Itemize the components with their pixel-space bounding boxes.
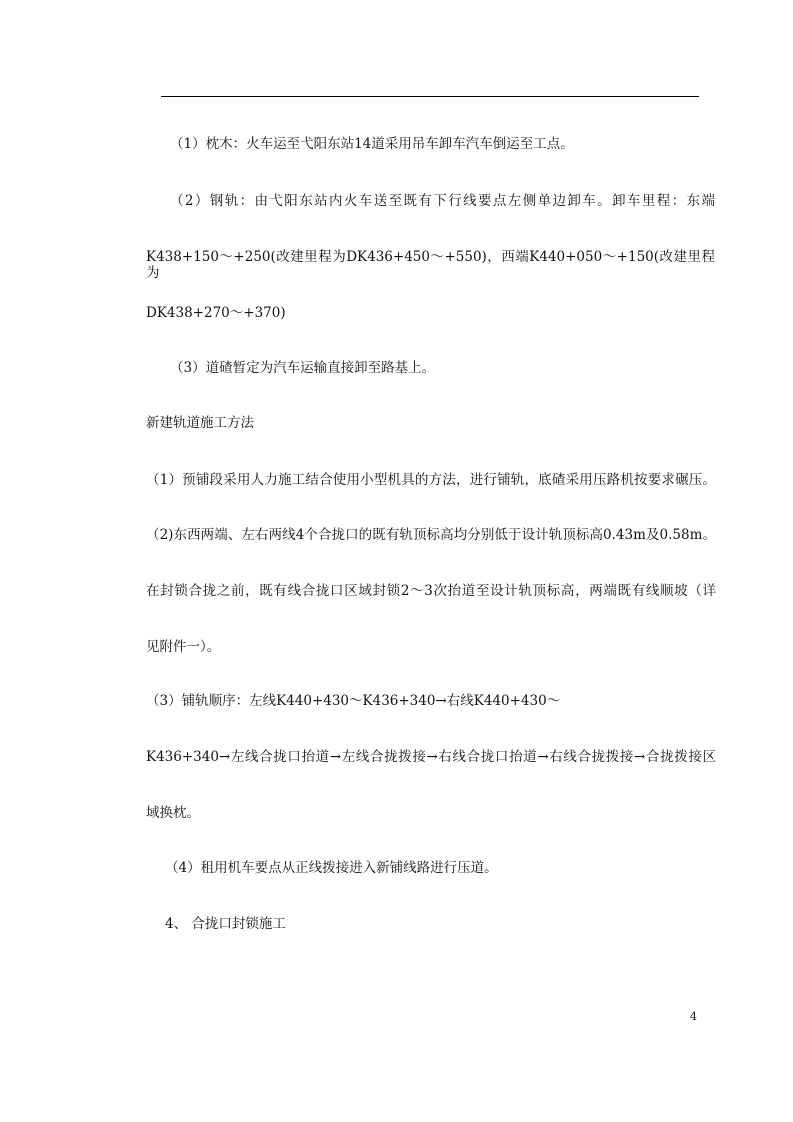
paragraph-laying-sequence-line-2: K436+340→左线合拢口抬道→左线合拢拨接→右线合拢口抬道→右线合拢拨接→合拢拨接区 <box>146 749 716 765</box>
header-rule <box>161 96 699 97</box>
paragraph-laying-sequence-line-3: 域换枕。 <box>146 805 200 821</box>
paragraph-closure-elevation-line-2: 在封锁合拢之前，既有线合拢口区域封锁2～3次抬道至设计轨顶标高，两端既有线顺坡（详 <box>146 583 716 599</box>
paragraph-prelaying: （1）预铺段采用人力施工结合使用小型机具的方法，进行铺轨，底碴采用压路机按要求碾压。 <box>146 472 716 488</box>
section-heading-closure-construction: 4、 合拢口封锁施工 <box>165 916 286 932</box>
paragraph-closure-elevation-line-1: （2)东西两端、左右两线4个合拢口的既有轨顶标高均分别低于设计轨顶标高0.43m及0.58m。 <box>146 527 716 543</box>
page-number: 4 <box>690 1010 697 1023</box>
paragraph-locomotive: （4）租用机车要点从正线拨接进入新铺线路进行压道。 <box>165 860 498 876</box>
paragraph-rails-line-3: DK438+270～+370) <box>146 305 286 321</box>
paragraph-laying-sequence-line-1: （3）铺轨顺序：左线K440+430～K436+340→右线K440+430～ <box>146 693 561 709</box>
paragraph-sleepers: （1）枕木：火车运至弋阳东站14道采用吊车卸车汽车倒运至工点。 <box>170 136 574 152</box>
paragraph-closure-elevation-line-3: 见附件一）。 <box>146 639 221 655</box>
section-heading-track-construction: 新建轨道施工方法 <box>146 415 254 431</box>
paragraph-ballast: （3）道碴暂定为汽车运输直接卸至路基上。 <box>170 360 436 376</box>
paragraph-rails-line-1: （2）钢轨：由弋阳东站内火车送至既有下行线要点左侧单边卸车。卸车里程：东端 <box>170 193 715 209</box>
paragraph-rails-line-2: K438+150～+250(改建里程为DK436+450～+550)，西端K440+050～+150(改建里程为 <box>146 249 715 281</box>
